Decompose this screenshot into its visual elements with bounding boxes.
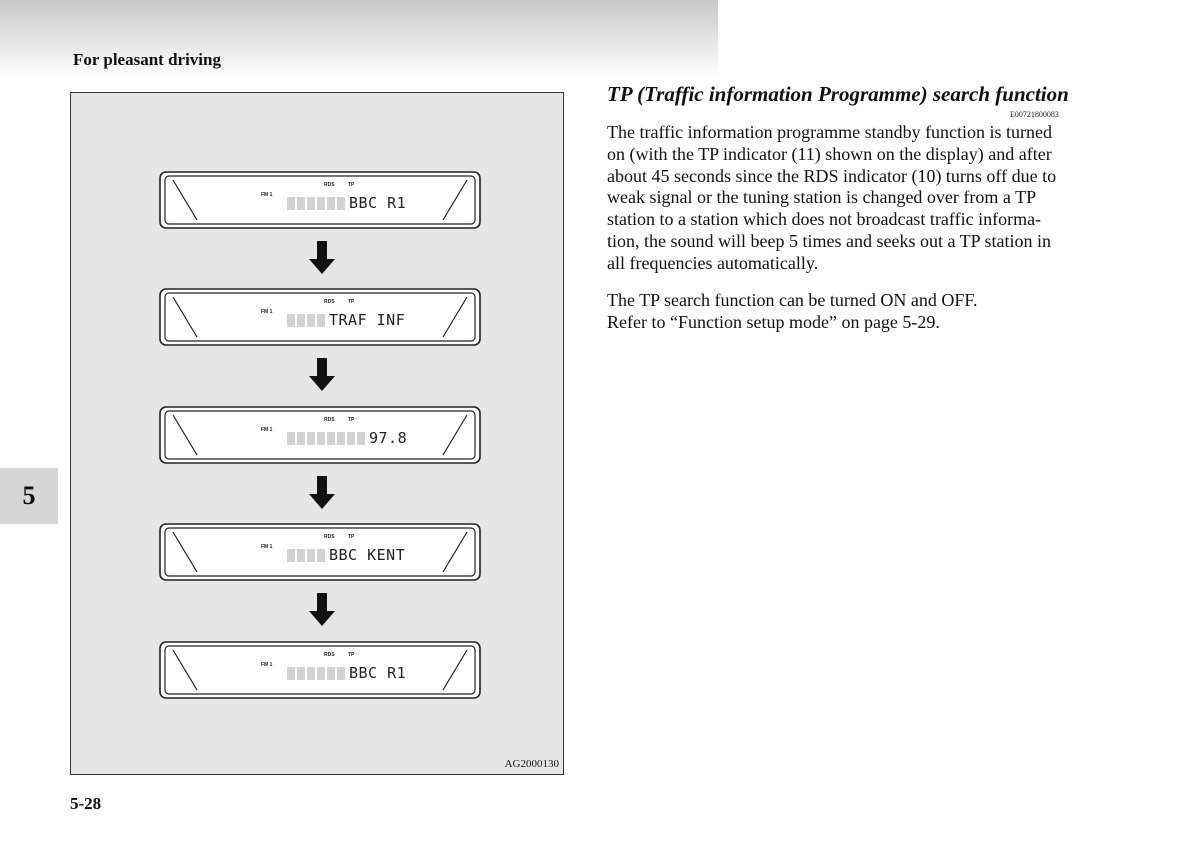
article-heading: TP (Traffic information Programme) search function xyxy=(607,82,1069,106)
blank-segment xyxy=(347,432,355,445)
blank-segment xyxy=(327,197,335,210)
rds-indicator: RDS xyxy=(324,534,335,540)
blank-segment xyxy=(287,432,295,445)
segment-readout xyxy=(287,663,406,683)
blank-segment xyxy=(287,549,295,562)
paragraph-line: The TP search function can be turned ON and OFF. xyxy=(607,290,978,310)
band-label: FM 1 xyxy=(261,309,273,315)
display-text: BBC R1 xyxy=(349,194,407,212)
rds-indicator: RDS xyxy=(324,417,335,423)
display-text: 97.8 xyxy=(369,429,408,447)
rds-indicator: RDS xyxy=(324,299,335,305)
down-arrow-icon xyxy=(308,476,336,510)
radio-display xyxy=(159,288,481,346)
blank-segment xyxy=(307,314,315,327)
blank-segment xyxy=(297,432,305,445)
paragraph-line: all frequencies automatically. xyxy=(607,252,819,273)
tp-indicator: TP xyxy=(348,417,355,423)
band-label: FM 1 xyxy=(261,544,273,550)
radio-display xyxy=(159,641,481,699)
display-text: TRAF INF xyxy=(329,311,406,329)
article-paragraph-2 xyxy=(607,290,1101,334)
blank-segment xyxy=(317,197,325,210)
blank-segment xyxy=(297,197,305,210)
radio-display xyxy=(159,523,481,581)
tp-indicator: TP xyxy=(348,652,355,658)
paragraph-line: on (with the TP indicator (11) shown on the display) and after xyxy=(607,143,1052,164)
blank-segment xyxy=(307,197,315,210)
segment-readout xyxy=(287,545,405,565)
blank-segment xyxy=(317,549,325,562)
band-label: FM 1 xyxy=(261,192,273,198)
figure-code: AG2000130 xyxy=(504,758,559,770)
tp-indicator: TP xyxy=(348,534,355,540)
display-text: BBC KENT xyxy=(329,546,406,564)
paragraph-line: weak signal or the tuning station is changed over from a TP xyxy=(607,187,1037,208)
article-paragraph-1 xyxy=(607,122,1101,275)
radio-display-figure xyxy=(70,92,564,775)
paragraph-line: about 45 seconds since the RDS indicator (10) turns off due to xyxy=(607,165,1057,186)
chapter-number: 5 xyxy=(22,481,36,510)
blank-segment xyxy=(307,549,315,562)
paragraph-line: tion, the sound will beep 5 times and seeks out a TP station in xyxy=(607,230,1051,251)
blank-segment xyxy=(337,667,345,680)
blank-segment xyxy=(337,432,345,445)
segment-readout xyxy=(287,310,405,330)
blank-segment xyxy=(317,667,325,680)
paragraph-line: station to a station which does not broadcast traffic informa- xyxy=(607,209,1042,230)
blank-segment xyxy=(327,667,335,680)
blank-segment xyxy=(327,432,335,445)
blank-segment xyxy=(297,667,305,680)
blank-segment xyxy=(287,314,295,327)
band-label: FM 1 xyxy=(261,662,273,668)
page-number: 5-28 xyxy=(70,794,102,813)
chapter-tab[interactable] xyxy=(0,468,58,524)
blank-segment xyxy=(337,197,345,210)
reference-code: E00721800083 xyxy=(1010,110,1059,119)
band-label: FM 1 xyxy=(261,427,273,433)
blank-segment xyxy=(307,432,315,445)
function-setup-reference[interactable]: Refer to “Function setup mode” on page 5-29. xyxy=(607,311,940,332)
down-arrow-icon xyxy=(308,241,336,275)
blank-segment xyxy=(307,667,315,680)
blank-segment xyxy=(287,197,295,210)
blank-segment xyxy=(287,667,295,680)
segment-readout xyxy=(287,428,407,448)
blank-segment xyxy=(317,314,325,327)
blank-segment xyxy=(297,549,305,562)
tp-indicator: TP xyxy=(348,182,355,188)
segment-readout xyxy=(287,193,406,213)
section-title: For pleasant driving xyxy=(73,50,221,69)
blank-segment xyxy=(317,432,325,445)
down-arrow-icon xyxy=(308,593,336,627)
rds-indicator: RDS xyxy=(324,182,335,188)
blank-segment xyxy=(297,314,305,327)
paragraph-line: The traffic information programme standby function is turned xyxy=(607,122,1053,142)
radio-display xyxy=(159,171,481,229)
blank-segment xyxy=(357,432,365,445)
down-arrow-icon xyxy=(308,358,336,392)
radio-display xyxy=(159,406,481,464)
tp-indicator: TP xyxy=(348,299,355,305)
display-text: BBC R1 xyxy=(349,664,407,682)
rds-indicator: RDS xyxy=(324,652,335,658)
